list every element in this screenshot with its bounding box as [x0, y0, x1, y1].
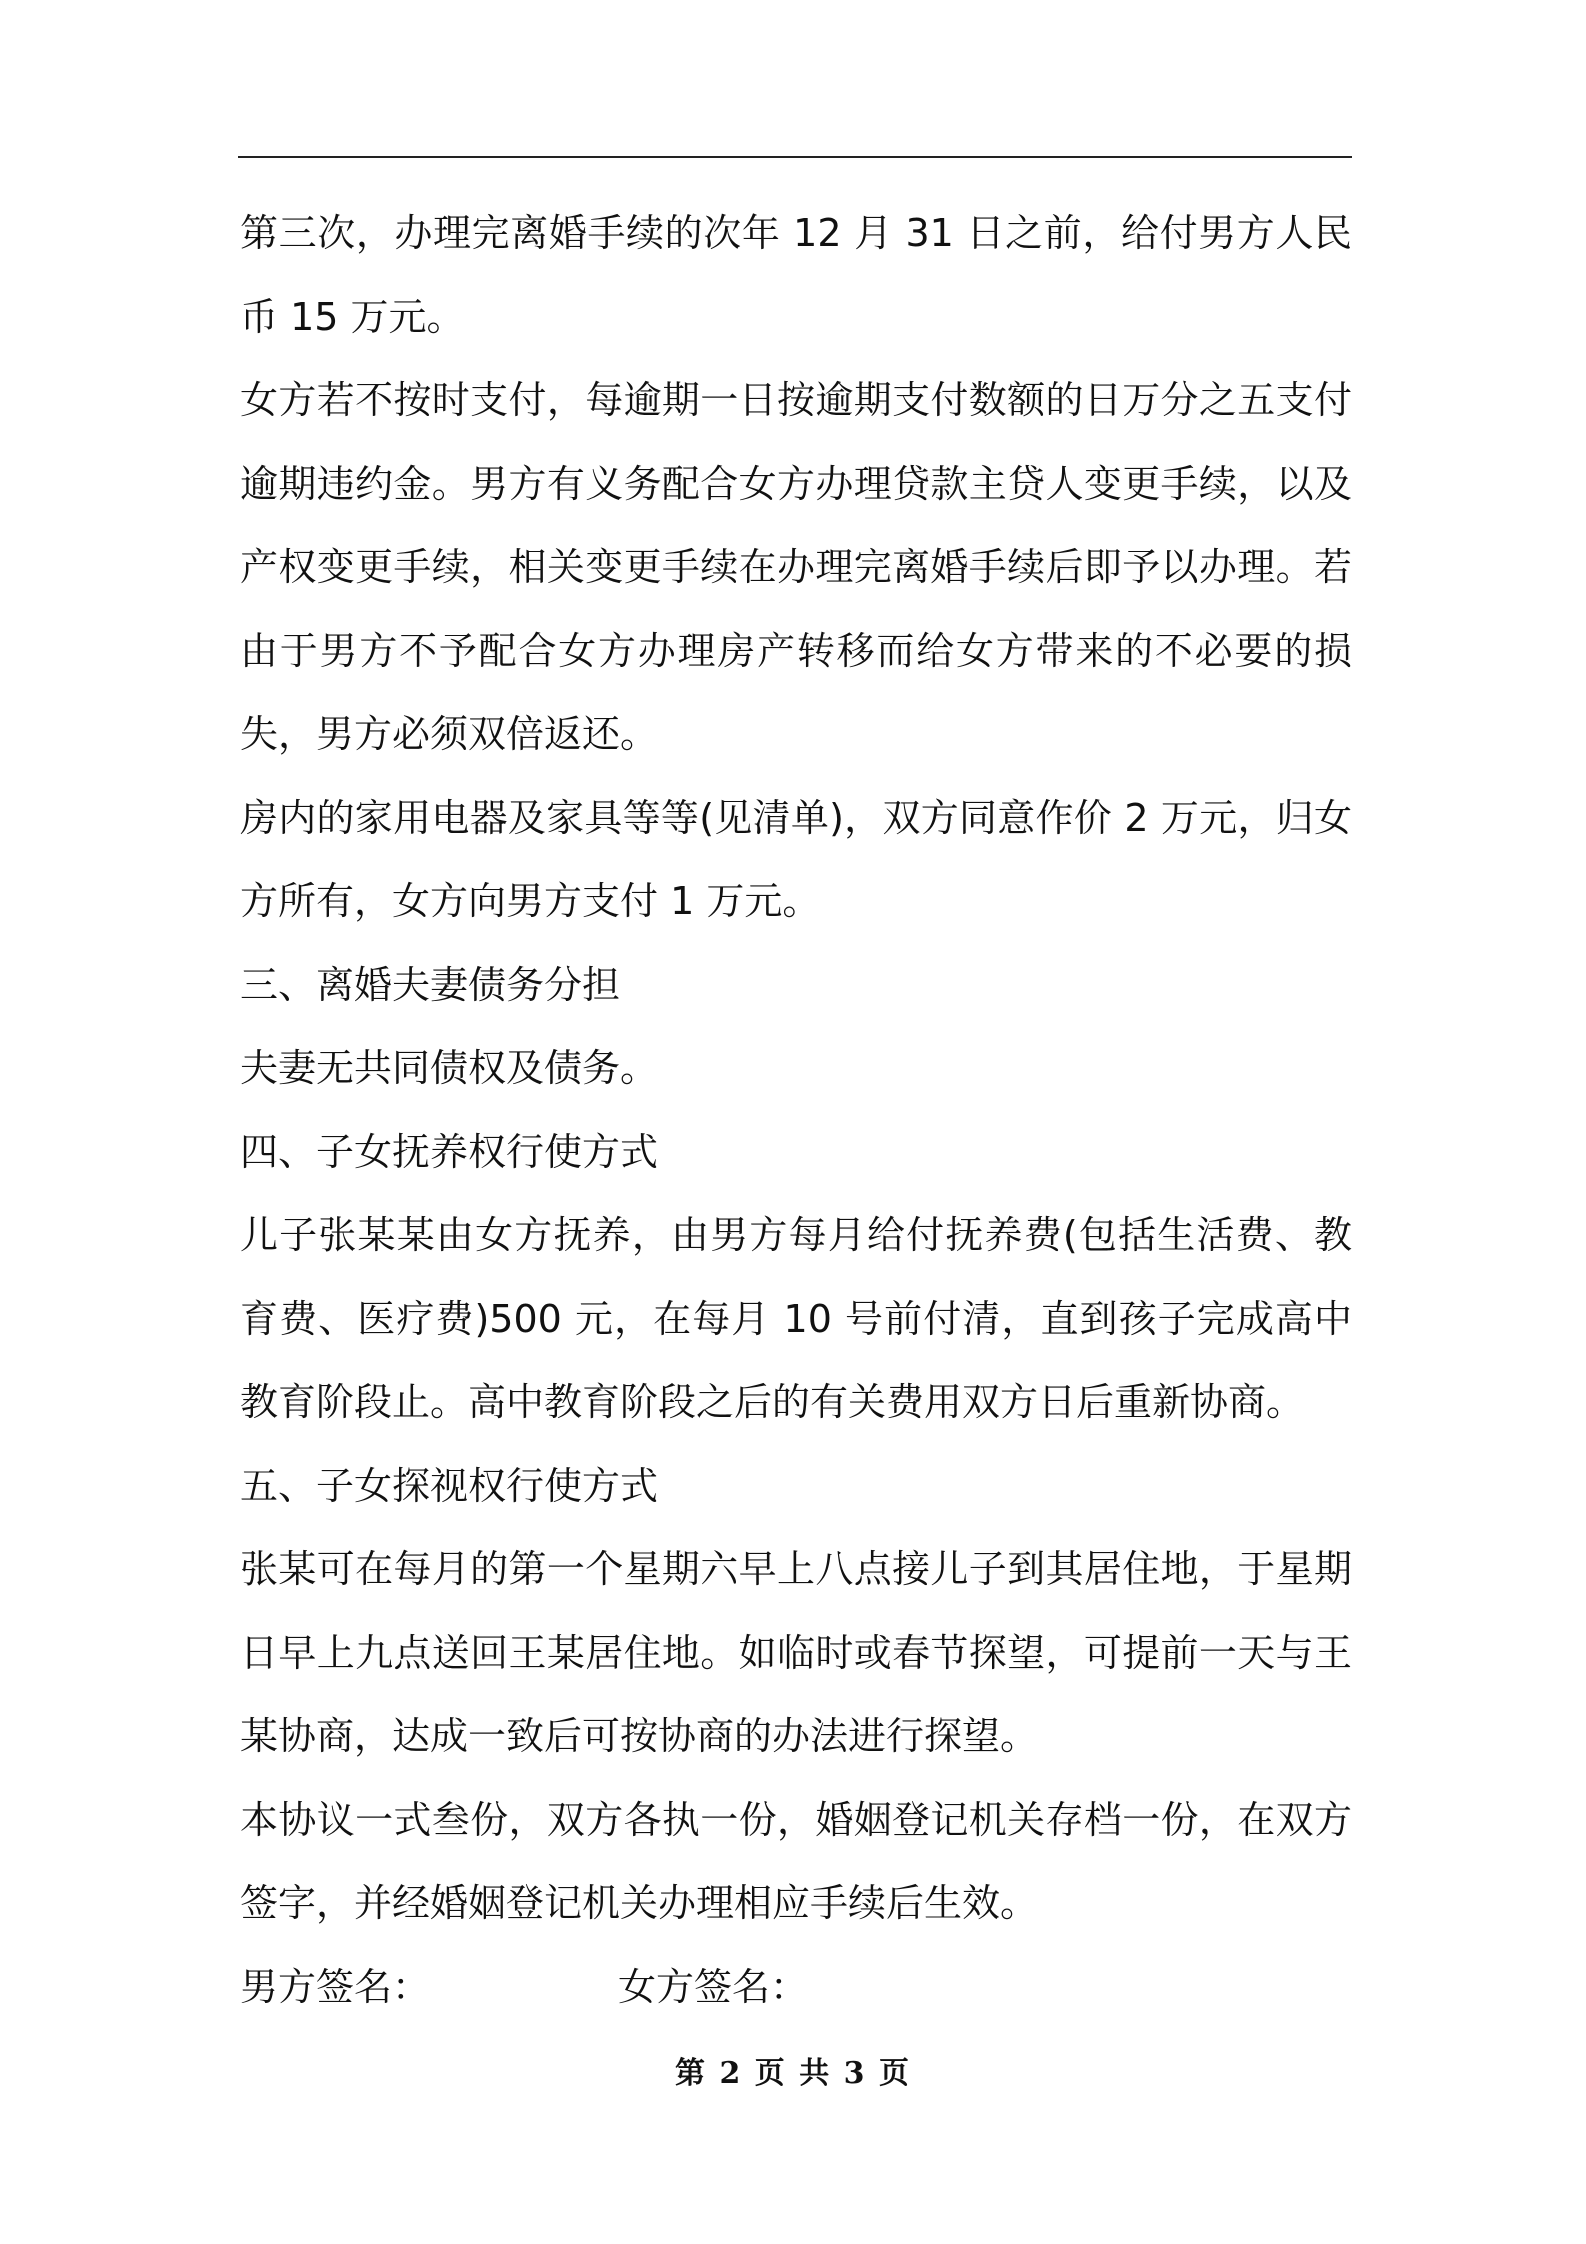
section-heading-custody: 四、子女抚养权行使方式: [240, 1129, 659, 1174]
document-body: [240, 192, 1352, 2029]
signature-row: [240, 1946, 1352, 2030]
section-heading-visitation: 五、子女探视权行使方式: [240, 1463, 659, 1508]
paragraph-custody: 儿子张某某由女方抚养，由男方每月给付抚养费(包括生活费、教育费、医疗费)500 元，在每月 10 号前付清，直到孩子完成高中教育阶段止。高中教育阶段之后的有关费用双方日后重新协商。: [240, 1213, 1352, 1424]
paragraph-visitation: 张某可在每月的第一个星期六早上八点接儿子到其居住地，于星期日早上九点送回王某居住地。如临时或春节探望，可提前一天与王某协商，达成一致后可按协商的办法进行探望。: [240, 1547, 1352, 1758]
paragraph-copies: 本协议一式叁份，双方各执一份，婚姻登记机关存档一份，在双方签字，并经婚姻登记机关办理相应手续后生效。: [240, 1797, 1352, 1925]
female-signature-label: 女方签名：: [618, 1964, 809, 2009]
male-signature-label: 男方签名：: [240, 1964, 431, 2009]
section-heading-debts: 三、离婚夫妻债务分担: [240, 962, 621, 1007]
header-divider: [238, 156, 1352, 158]
paragraph-late-penalty: 女方若不按时支付，每逾期一日按逾期支付数额的日万分之五支付逾期违约金。男方有义务配合女方办理贷款主贷人变更手续，以及产权变更手续，相关变更手续在办理完离婚手续后即予以办理。若由于男方不予配合女方办理房产转移而给女方带来的不必要的损失，男方必须双倍返还。: [240, 378, 1352, 756]
page-footer: 第 2 页 共 3 页: [675, 2056, 911, 2091]
paragraph-third-payment: 第三次，办理完离婚手续的次年 12 月 31 日之前，给付男方人民币 15 万元。: [240, 211, 1352, 339]
paragraph-appliances: 房内的家用电器及家具等等(见清单)，双方同意作价 2 万元，归女方所有，女方向男方支付 1 万元。: [240, 795, 1352, 923]
paragraph-debts: 夫妻无共同债权及债务。: [240, 1046, 659, 1090]
